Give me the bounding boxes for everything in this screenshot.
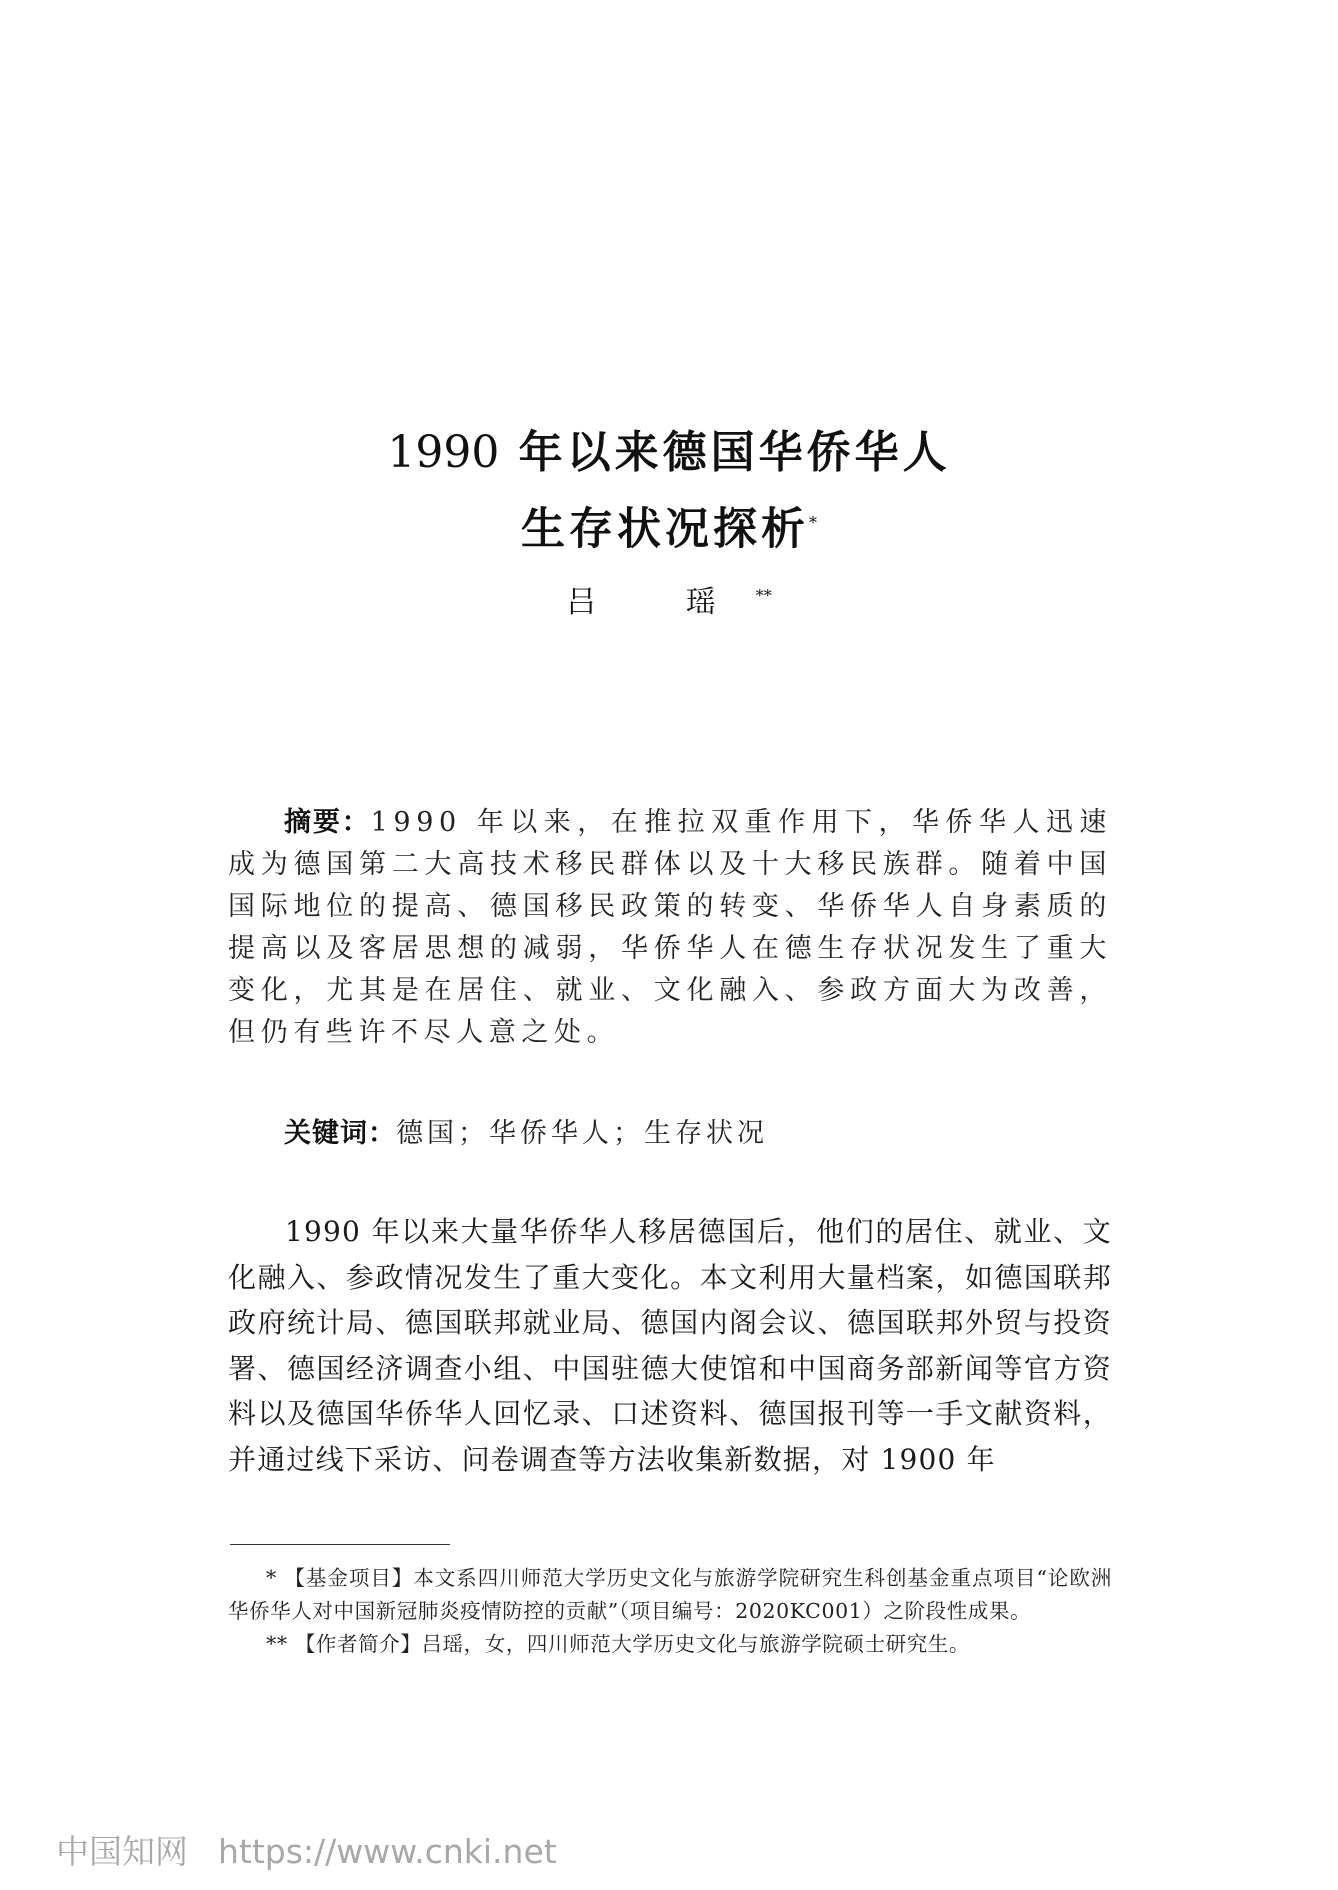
footnote-mark: * bbox=[266, 1566, 277, 1590]
article-title bbox=[0, 418, 1338, 565]
footnote-fund bbox=[228, 1562, 1112, 1628]
title-line-2 bbox=[0, 488, 1338, 565]
title-footnote-mark: * bbox=[809, 513, 817, 532]
title-year: 1990 bbox=[387, 427, 500, 478]
footnote-text: 本文系四川师范大学历史文化与旅游学院研究生科创基金重点项目“论欧洲华侨华人对中国新冠肺炎疫情防控的贡献”（项目编号：2020KC001）之阶段性成果。 bbox=[228, 1566, 1113, 1623]
footnote-divider bbox=[230, 1544, 450, 1545]
footnote-label: 【作者简介】 bbox=[294, 1632, 422, 1656]
title-line-2-text: 生存状况探析 bbox=[521, 503, 809, 555]
author-name: 吕 瑶 bbox=[566, 585, 756, 620]
watermark-brand: 中国知网 bbox=[56, 1832, 188, 1871]
abstract-label: 摘要： bbox=[284, 807, 371, 838]
keywords-text: 德国；华侨华人；生存状况 bbox=[396, 1118, 768, 1149]
author-footnote-mark: ** bbox=[755, 586, 772, 605]
footnotes bbox=[228, 1562, 1112, 1661]
title-line-1 bbox=[0, 418, 1338, 488]
keywords-label: 关键词： bbox=[284, 1118, 396, 1149]
keywords bbox=[284, 1113, 1112, 1155]
watermark-url: https://www.cnki.net bbox=[218, 1832, 557, 1871]
footnote-label: 【基金项目】 bbox=[284, 1566, 414, 1590]
cnki-watermark bbox=[56, 1826, 557, 1873]
body-paragraph: 1990 年以来大量华侨华人移居德国后，他们的居住、就业、文化融入、参政情况发生了重大变化。本文利用大量档案，如德国联邦政府统计局、德国联邦就业局、德国内阁会议、德国联邦外贸与投资署、德国经济调查小组、中国驻德大使馆和中国商务部新闻等官方资料以及德国华侨华人回忆录、口述资料、德国报刊等一手文献资料，并通过线下采访、问卷调查等方法收集新数据，对 1900 年 bbox=[228, 1215, 1112, 1476]
title-line-1-text: 年以来德国华侨华人 bbox=[499, 427, 951, 478]
abstract bbox=[228, 802, 1112, 1054]
author-line bbox=[0, 576, 1338, 623]
footnote-author bbox=[228, 1628, 1112, 1661]
footnote-text: 吕瑶，女，四川师范大学历史文化与旅游学院硕士研究生。 bbox=[421, 1632, 971, 1656]
abstract-text: 1990 年以来，在推拉双重作用下，华侨华人迅速成为德国第二大高技术移民群体以及十大移民族群。随着中国国际地位的提高、德国移民政策的转变、华侨华人自身素质的提高以及客居思想的减弱，华侨华人在德生存状况发生了重大变化，尤其是在居住、就业、文化融入、参政方面大为改善，但仍有些许不尽人意之处。 bbox=[228, 807, 1113, 1048]
footnote-mark: ** bbox=[266, 1632, 288, 1656]
